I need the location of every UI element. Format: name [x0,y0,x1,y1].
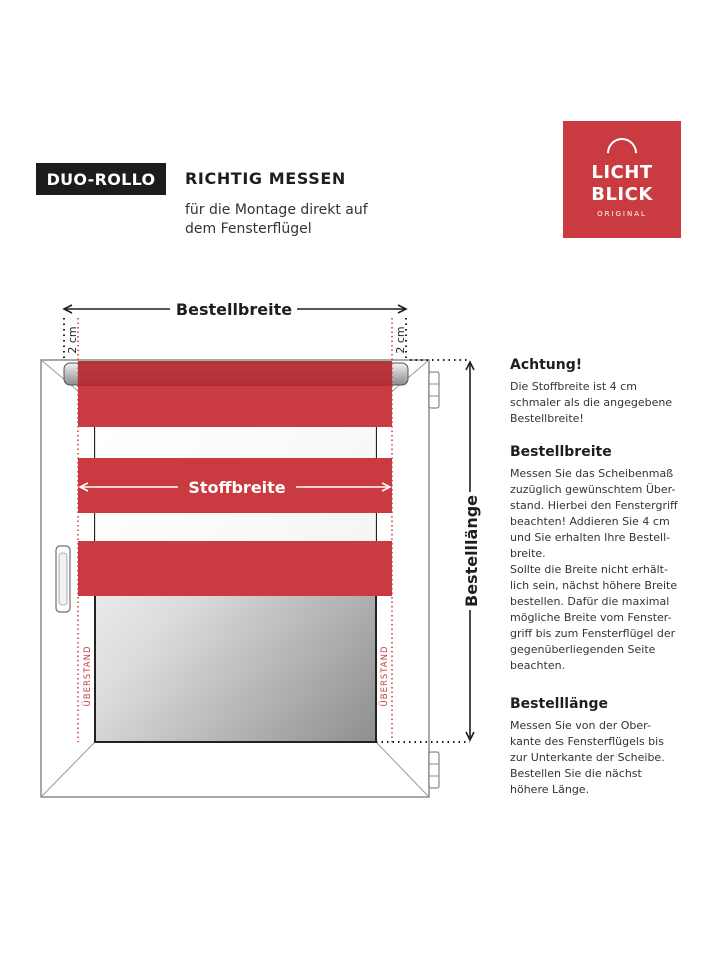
order-length-label: Bestelllänge [462,494,481,608]
product-badge: DUO-ROLLO [36,163,166,195]
info-line: griff bis zum Fensterflügel der [510,627,676,640]
info-line: zur Unterkante der Scheibe. [510,751,665,764]
info-line: breite. [510,547,546,560]
info-line: kante des Fensterflügels bis [510,735,664,748]
info-line: mögliche Breite vom Fenster- [510,611,672,624]
page-title: RICHTIG MESSEN [185,169,346,188]
info-line: stand. Hierbei den Fenstergriff [510,499,678,512]
hinge-top-icon [429,372,439,408]
info-order-width-heading: Bestellbreite [510,444,612,460]
info-line: Bestellbreite! [510,412,584,425]
window-handle-icon [56,546,70,612]
subtitle-line-2: dem Fensterflügel [185,221,312,237]
info-line: gegenüberliegenden Seite [510,643,656,656]
info-line: höhere Länge. [510,783,590,796]
info-attention [510,357,710,427]
info-line: beachten! Addieren Sie 4 cm [510,515,670,528]
logo-sub: ORIGINAL [597,210,647,218]
overhang-right-label: ÜBERSTAND [380,645,390,707]
margin-right-label: 2 cm [394,326,407,354]
info-line: lich sein, nächst höhere Breite [510,579,678,592]
info-line: zuzüglich gewünschtem Über- [510,483,676,496]
info-line: bestellen. Dafür die maximal [510,595,670,608]
info-line: und Sie erhalten Ihre Bestell- [510,531,671,544]
info-line: beachten. [510,659,566,672]
subtitle-line-1: für die Montage direkt auf [185,202,368,218]
info-line: schmaler als die angegebene [510,396,673,409]
info-line: Bestellen Sie die nächst [510,767,642,780]
order-width-label: Bestellbreite [175,300,293,319]
info-line: Messen Sie das Scheibenmaß [510,467,674,480]
logo-line-1: LICHT [591,162,653,183]
hinge-bottom-icon [429,752,439,788]
info-line: Die Stoffbreite ist 4 cm [510,380,637,393]
overhang-left-label: ÜBERSTAND [83,645,93,707]
info-attention-heading: Achtung! [510,357,583,373]
roller-bar [64,361,408,386]
info-order-width [510,444,710,674]
margin-left-label: 2 cm [66,326,79,354]
info-order-length-heading: Bestelllänge [510,696,609,712]
logo-line-2: BLICK [591,184,653,205]
info-line: Messen Sie von der Ober- [510,719,651,732]
info-line: Sollte die Breite nicht erhält- [510,563,668,576]
info-order-length [510,696,710,798]
fabric-width-label: Stoffbreite [188,478,286,497]
